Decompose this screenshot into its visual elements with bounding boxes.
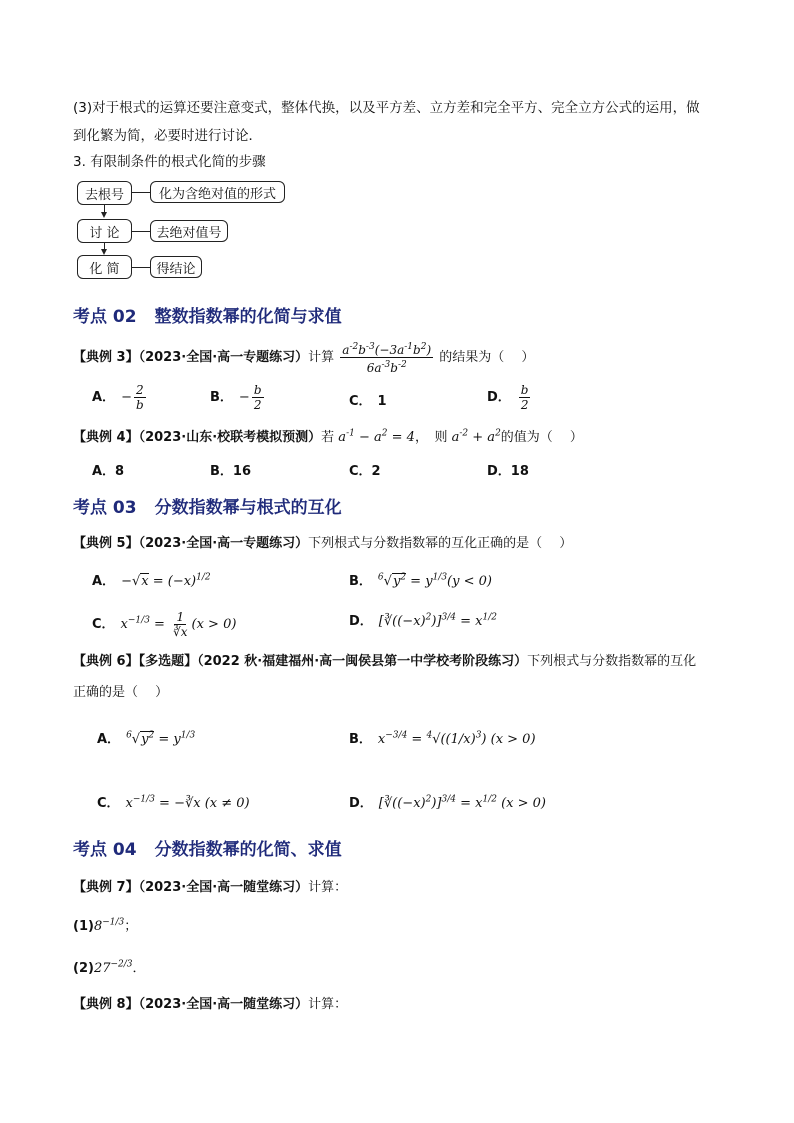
option-d: D． $\frac{b}{2}$ xyxy=(487,383,529,412)
flow-step-1: 去根号 xyxy=(77,181,132,205)
option-a: A．8 xyxy=(92,464,125,479)
arrow-down-icon xyxy=(101,212,107,218)
example-7-part-2: $(2)27^{-2/3}$． xyxy=(73,959,146,976)
section-heading-02: 考点 02 整数指数幂的化简与求值 xyxy=(73,307,342,327)
fraction-expression: $\frac{a^{-2}b^{-3}(-3a^{-1}b^2)}{6a^{-3}b^{-2}}$ xyxy=(342,342,432,375)
option-b: B． $^6√y^2 = y^{1/3}(y < 0)$ xyxy=(349,572,492,589)
example-3: 【典例 3】（2023·全国·高一专题练习）计算 $\frac{a^{-2}b^{-3}(-3a^{-1}b^2)}{6a^{-3}b^{-2}}$ 的结果为（ ） xyxy=(73,342,535,375)
option-c: C． $x^{-1/3}$ = $\frac{1}{∛x}$ (x > 0) xyxy=(92,610,237,639)
option-c: C． $x^{-1/3}$ = −∛x (x ≠ 0) xyxy=(97,794,250,811)
intro-line-2: 到化繁为简，必要时进行讨论． xyxy=(73,128,262,144)
option-d: D． $[∛((-x)^2)]^{3/4} = x^{1/2}$ xyxy=(349,612,497,629)
section-heading-03: 考点 03 分数指数幂与根式的互化 xyxy=(73,498,342,518)
example-6: 【典例 6】【多选题】（2022 秋·福建福州·高一闽侯县第一中学校考阶段练习）下列根式与分数指数幂的互化 xyxy=(73,654,697,669)
flow-connector xyxy=(132,192,150,193)
option-b: B．16 xyxy=(210,464,251,479)
example-4: 【典例 4】（2023·山东·校联考模拟预测）若 $a^{-1} - a^2 = 4$， 则 $a^{-2} + a^2$的值为（ ） xyxy=(73,428,583,445)
flow-note-2: 去绝对值号 xyxy=(150,220,228,242)
flow-connector xyxy=(132,231,150,232)
example-7-part-1: $(1)8^{-1/3}$； xyxy=(73,917,138,934)
option-b: B． $x^{-3/4} = ^4√((1/x)^3) (x > 0)$ xyxy=(349,730,536,747)
arrow-down-icon xyxy=(101,249,107,255)
example-5: 【典例 5】（2023·全国·高一专题练习）下列根式与分数指数幂的互化正确的是（ ） xyxy=(73,536,573,551)
example-6-line-2: 正确的是（ ） xyxy=(73,685,169,700)
flow-connector xyxy=(132,267,150,268)
option-d: D．18 xyxy=(487,464,529,479)
example-7: 【典例 7】（2023·全国·高一随堂练习）计算： xyxy=(73,880,348,895)
option-a: A． $-√x = (-x)^{1/2}$ xyxy=(92,572,211,589)
section-heading-04: 考点 04 分数指数幂的化简、求值 xyxy=(73,840,342,860)
option-c: C． 1 xyxy=(349,394,387,409)
option-a: A． − $\frac{2}{b}$ xyxy=(92,383,144,412)
flow-note-3: 得结论 xyxy=(150,256,202,278)
option-c: C．2 xyxy=(349,464,381,479)
option-d: D． $[∛((-x)^2)]^{3/4} = x^{1/2}$ (x > 0) xyxy=(349,794,546,811)
flow-step-3: 化 简 xyxy=(77,255,132,279)
option-b: B． − $\frac{b}{2}$ xyxy=(210,383,262,412)
flow-note-1: 化为含绝对值的形式 xyxy=(150,181,285,203)
intro-line-3: 3. 有限制条件的根式化简的步骤 xyxy=(73,154,266,170)
example-8: 【典例 8】（2023·全国·高一随堂练习）计算： xyxy=(73,997,348,1012)
option-a: A． $^6√y^2 = y^{1/3}$ xyxy=(97,730,196,747)
intro-line-1: (3)对于根式的运算还要注意变式，整体代换，以及平方差、立方差和完全平方、完全立方公式的运用，做 xyxy=(73,100,700,116)
flow-step-2: 讨 论 xyxy=(77,219,132,243)
